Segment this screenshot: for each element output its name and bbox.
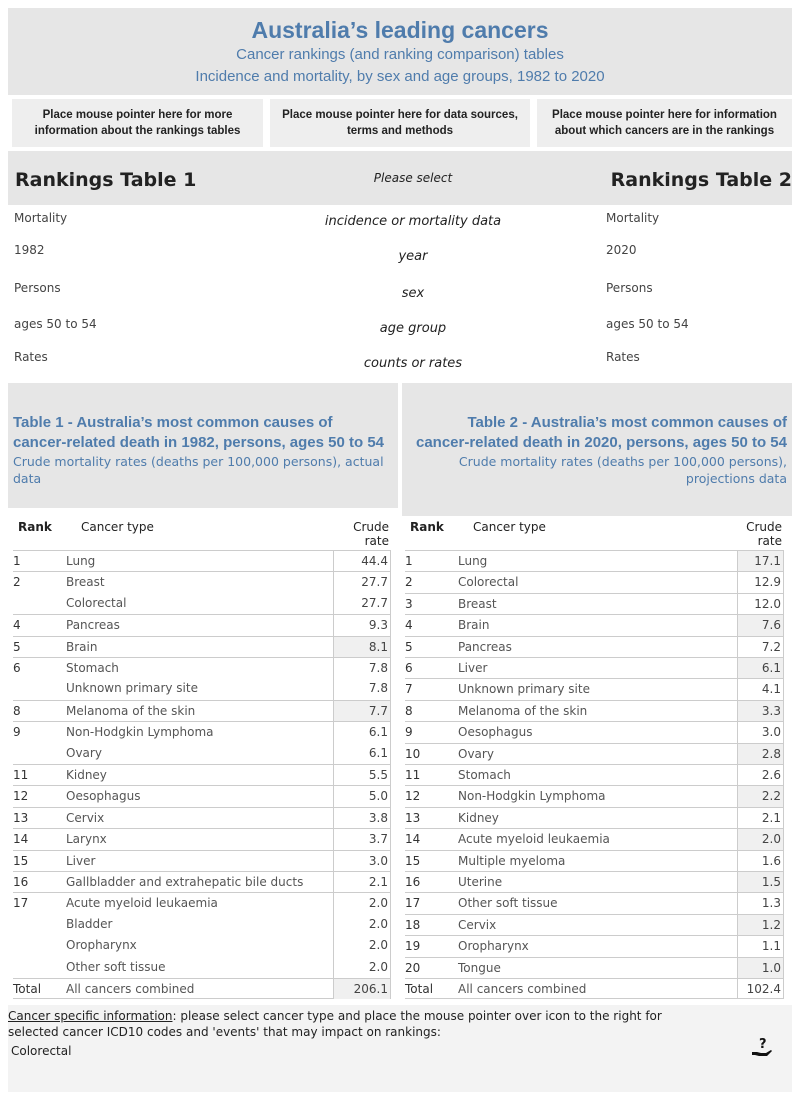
crude-rate: 2.6	[761, 768, 781, 782]
crude-rate: 17.1	[754, 554, 781, 568]
table-row[interactable]	[405, 978, 783, 999]
cancer-type: Breast	[458, 596, 497, 611]
table-row[interactable]	[405, 550, 783, 571]
crude-rate: 12.0	[754, 596, 781, 611]
crude-rate-cell	[333, 957, 390, 978]
selected-cancer[interactable]: Colorectal	[11, 1044, 72, 1058]
crude-rate-cell	[737, 851, 783, 871]
table-row[interactable]	[13, 764, 390, 785]
crude-rate-cell	[333, 637, 390, 657]
rank: 13	[13, 810, 29, 825]
table-row[interactable]	[13, 721, 390, 742]
cancer-type: Pancreas	[66, 618, 120, 633]
crude-rate: 1.1	[761, 939, 781, 954]
cancer-type: Oesophagus	[66, 789, 141, 804]
crude-rate: 2.1	[761, 810, 781, 825]
rank: 5	[405, 639, 413, 654]
crude-rate: 102.4	[746, 982, 781, 996]
table-row[interactable]	[13, 657, 390, 678]
rank: 10	[405, 746, 421, 761]
crude-rate: 7.8	[368, 681, 388, 696]
crude-rate: 3.3	[761, 703, 781, 718]
table-2-selection-value[interactable]: 2020	[606, 243, 637, 257]
crude-rate: 206.1	[353, 982, 388, 996]
cancer-type: Oropharynx	[458, 939, 529, 954]
cancer-type: Cervix	[458, 917, 497, 932]
table-2-selection-value[interactable]: Mortality	[606, 211, 660, 225]
table-1-selection-value[interactable]: Rates	[14, 350, 48, 364]
rankings-info-button[interactable]: Place mouse pointer here for more information about the rankings tables	[12, 99, 263, 147]
table-2-selection-value[interactable]: Rates	[606, 350, 640, 364]
rank: 4	[13, 618, 21, 633]
cancer-type: Brain	[458, 618, 490, 633]
rank: Total	[13, 982, 42, 996]
rank: 16	[13, 875, 29, 889]
table-row[interactable]	[405, 614, 783, 635]
crude-rate-cell	[737, 594, 783, 614]
table-1-heading: Table 1 - Australia’s most common causes of cancer-related death in 1982, persons, ages 50 to 54	[13, 414, 385, 451]
cancer-type: Non-Hodgkin Lymphoma	[458, 789, 606, 804]
table1-col-rank: Rank	[18, 520, 52, 534]
table2-col-crude-rate: Crude rate	[746, 520, 782, 548]
selector-label: year	[398, 249, 428, 264]
cancer-type: Kidney	[66, 768, 107, 782]
crude-rate: 7.2	[761, 639, 781, 654]
table-1-selection-value[interactable]: Mortality	[14, 211, 68, 225]
rank: 6	[13, 661, 21, 675]
rank: 8	[405, 703, 413, 718]
table-row[interactable]	[13, 828, 390, 849]
crude-rate-cell	[737, 658, 783, 678]
table-row[interactable]	[13, 571, 390, 592]
cancer-type: Stomach	[66, 661, 119, 675]
crude-rate: 6.1	[368, 745, 388, 760]
crude-rate: 2.8	[761, 746, 781, 761]
cancer-type: Pancreas	[458, 639, 512, 654]
crude-rate: 2.0	[368, 916, 388, 931]
crude-rate: 8.1	[368, 639, 388, 654]
table-2-selection-value[interactable]: Persons	[606, 281, 653, 295]
table-1-selection-value[interactable]: Persons	[14, 281, 61, 295]
cancer-type: Breast	[66, 575, 105, 590]
crude-rate-cell	[333, 615, 390, 635]
cancer-type: Unknown primary site	[458, 682, 590, 697]
table-row[interactable]	[13, 636, 390, 657]
selector-label: age group	[379, 321, 447, 336]
rank: 19	[405, 939, 421, 954]
crude-rate-cell	[737, 936, 783, 956]
rank: 2	[13, 575, 21, 590]
table-row[interactable]	[405, 764, 783, 785]
crude-rate: 9.3	[368, 618, 388, 633]
crude-rate-cell	[333, 701, 390, 721]
table-row[interactable]	[13, 700, 390, 721]
cancer-type: Gallbladder and extrahepatic bile ducts	[66, 875, 304, 889]
crude-rate-cell	[737, 786, 783, 806]
table-row[interactable]	[405, 636, 783, 657]
rank: 12	[13, 789, 29, 804]
cancer-type: Bladder	[66, 916, 113, 931]
table-1-header	[8, 383, 398, 508]
table-row[interactable]	[13, 743, 390, 764]
table-row[interactable]	[13, 850, 390, 871]
page-subtitle: Cancer rankings (and ranking comparison) tables	[236, 46, 564, 63]
crude-rate: 44.4	[361, 554, 388, 568]
crude-rate-cell	[737, 637, 783, 657]
crude-rate: 2.0	[368, 959, 388, 974]
crude-rate-cell	[737, 915, 783, 935]
selector-label: counts or rates	[363, 356, 463, 371]
table-row[interactable]	[13, 785, 390, 806]
table-row[interactable]	[405, 892, 783, 913]
rankings-table-1-title: Rankings Table 1	[15, 169, 197, 191]
cancers-info-button[interactable]: Place mouse pointer here for information about which cancers are in the rankings	[537, 99, 792, 147]
page-subtitle-2: Incidence and mortality, by sex and age groups, 1982 to 2020	[195, 68, 605, 85]
table-row[interactable]	[13, 978, 390, 999]
crude-rate: 27.7	[361, 595, 388, 610]
crude-rate: 3.7	[368, 832, 388, 847]
rank: 1	[13, 554, 21, 568]
table-2-selection-value[interactable]: ages 50 to 54	[606, 317, 689, 331]
cancer-type: Melanoma of the skin	[66, 703, 196, 718]
crude-rate: 5.5	[368, 768, 388, 782]
table-1-subheading: Crude mortality rates (deaths per 100,000 persons), actual data	[13, 454, 384, 486]
table2-col-rank: Rank	[410, 520, 444, 534]
crude-rate-cell	[333, 979, 390, 999]
rank: 2	[405, 575, 413, 590]
title-banner	[8, 8, 792, 95]
crude-rate: 2.0	[368, 896, 388, 911]
cancer-type: Tongue	[458, 960, 501, 975]
rank: Total	[405, 982, 434, 996]
selector-label: sex	[401, 286, 425, 301]
rank: 11	[405, 768, 421, 782]
table2-col-cancer-type: Cancer type	[473, 520, 546, 534]
rank: 17	[13, 896, 29, 911]
rank: 18	[405, 917, 421, 932]
cancer-info-link[interactable]: Cancer specific information	[8, 1009, 173, 1023]
cancer-type: Liver	[458, 661, 488, 675]
crude-rate-cell	[333, 765, 390, 785]
cancer-info-text: : please select cancer type and place the mouse pointer over icon to the right for selected cancer ICD10 codes and 'events' that may impact on rankings:	[8, 1009, 662, 1039]
cancer-type: Unknown primary site	[66, 681, 198, 696]
rank: 12	[405, 789, 421, 804]
cancer-type: Brain	[66, 639, 98, 654]
crude-rate-cell	[737, 701, 783, 721]
table1-body	[13, 550, 391, 999]
crude-rate-cell	[333, 786, 390, 806]
table-row[interactable]	[405, 850, 783, 871]
select-prompt: Please select	[373, 171, 453, 185]
table-2-header	[402, 383, 792, 516]
rank: 15	[405, 853, 421, 868]
cancer-type: Lung	[458, 554, 488, 568]
table-row[interactable]	[405, 700, 783, 721]
cancer-type: Lung	[66, 554, 96, 568]
crude-rate: 5.0	[368, 789, 388, 804]
table-row[interactable]	[405, 593, 783, 614]
table-row[interactable]	[13, 935, 390, 956]
cancer-type: Cervix	[66, 810, 105, 825]
rank: 1	[405, 554, 413, 568]
crude-rate: 3.8	[368, 810, 388, 825]
table-row[interactable]	[13, 892, 390, 913]
cancer-type: Multiple myeloma	[458, 853, 566, 868]
page-title: Australia’s leading cancers	[251, 17, 549, 43]
crude-rate-cell	[333, 893, 390, 913]
rank: 9	[13, 725, 21, 740]
crude-rate-cell	[737, 615, 783, 635]
table-row[interactable]	[13, 550, 390, 571]
crude-rate-cell	[333, 551, 390, 571]
crude-rate: 27.7	[361, 575, 388, 590]
crude-rate-cell	[737, 829, 783, 849]
crude-rate: 6.1	[761, 661, 781, 675]
crude-rate: 3.0	[368, 853, 388, 868]
crude-rate-cell	[737, 979, 783, 999]
crude-rate-cell	[737, 572, 783, 592]
cancer-type: Other soft tissue	[458, 896, 558, 911]
crude-rate-cell	[737, 872, 783, 892]
table-row[interactable]	[405, 571, 783, 592]
crude-rate-cell	[737, 958, 783, 978]
rank: 9	[405, 725, 413, 740]
cancer-type: Oesophagus	[458, 725, 533, 740]
crude-rate-cell	[737, 744, 783, 764]
crude-rate: 3.0	[761, 725, 781, 740]
crude-rate-cell	[737, 765, 783, 785]
crude-rate: 1.6	[761, 853, 781, 868]
crude-rate-cell	[333, 658, 390, 678]
rank: 14	[13, 832, 29, 847]
rank: 14	[405, 832, 421, 847]
table-row[interactable]	[405, 935, 783, 956]
table-row[interactable]	[405, 785, 783, 806]
rank: 4	[405, 618, 413, 633]
table-row[interactable]	[405, 828, 783, 849]
cancer-type: Colorectal	[458, 575, 519, 590]
cancer-type: Kidney	[458, 810, 499, 825]
crude-rate-cell	[333, 808, 390, 828]
cancer-type: Ovary	[458, 746, 494, 761]
cancer-type: Uterine	[458, 875, 503, 889]
table-row[interactable]	[13, 871, 390, 892]
crude-rate: 2.1	[368, 875, 388, 889]
rank: 7	[405, 682, 413, 697]
crude-rate: 12.9	[754, 575, 781, 590]
crude-rate-cell	[737, 893, 783, 913]
table-row[interactable]	[405, 871, 783, 892]
cancer-type: Liver	[66, 853, 96, 868]
crude-rate: 2.2	[761, 789, 781, 804]
cancer-type: Oropharynx	[66, 938, 137, 953]
rank: 17	[405, 896, 421, 911]
cancer-type: Other soft tissue	[66, 959, 166, 974]
table-2-heading: Table 2 - Australia’s most common causes of cancer-related death in 2020, persons, ages 50 to 54	[415, 414, 787, 451]
rank: 11	[13, 768, 29, 782]
table-row[interactable]	[405, 743, 783, 764]
crude-rate-cell	[333, 851, 390, 871]
crude-rate: 7.8	[368, 661, 388, 675]
table-row[interactable]	[405, 678, 783, 699]
crude-rate: 2.0	[368, 938, 388, 953]
crude-rate-cell	[333, 743, 390, 764]
table-row[interactable]	[13, 807, 390, 828]
rank: 8	[13, 703, 21, 718]
crude-rate-cell	[333, 914, 390, 935]
table-row[interactable]	[13, 678, 390, 699]
cancer-type: Acute myeloid leukaemia	[66, 896, 218, 911]
crude-rate: 1.3	[761, 896, 781, 911]
data-sources-button[interactable]: Place mouse pointer here for data sources, terms and methods	[270, 99, 530, 147]
selector-label: incidence or mortality data	[324, 214, 502, 229]
table-row[interactable]	[13, 593, 390, 614]
crude-rate-cell	[333, 829, 390, 849]
rank: 20	[405, 960, 421, 975]
crude-rate: 7.7	[368, 703, 388, 718]
crude-rate-cell	[333, 572, 390, 592]
rank: 15	[13, 853, 29, 868]
cancer-info-panel	[8, 1005, 792, 1092]
crude-rate: 1.0	[761, 960, 781, 975]
table-1-selection-value[interactable]: 1982	[14, 243, 45, 257]
table-row[interactable]	[405, 807, 783, 828]
crude-rate-cell	[737, 722, 783, 742]
crude-rate: 4.1	[761, 682, 781, 697]
table-1-selection-value[interactable]: ages 50 to 54	[14, 317, 97, 331]
cancer-type: Ovary	[66, 745, 102, 760]
cancer-type: Larynx	[66, 832, 107, 847]
rankings-table-2-title: Rankings Table 2	[610, 169, 792, 191]
table-row[interactable]	[13, 914, 390, 935]
rank: 3	[405, 596, 413, 611]
table-row[interactable]	[405, 657, 783, 678]
table-2-subheading: Crude mortality rates (deaths per 100,000 persons), projections data	[458, 454, 787, 486]
cancer-type: All cancers combined	[458, 982, 587, 996]
crude-rate-cell	[333, 593, 390, 614]
crude-rate: 6.1	[368, 725, 388, 740]
table-row[interactable]	[405, 914, 783, 935]
crude-rate-cell	[333, 935, 390, 956]
crude-rate: 1.5	[761, 875, 781, 889]
crude-rate-cell	[737, 679, 783, 699]
crude-rate-cell	[737, 551, 783, 571]
svg-text:?: ?	[759, 1037, 767, 1052]
table1-col-cancer-type: Cancer type	[81, 520, 154, 534]
cancer-type: Stomach	[458, 768, 511, 782]
table2-body	[405, 550, 784, 999]
table-row[interactable]	[13, 957, 390, 978]
table-row[interactable]	[13, 614, 390, 635]
table1-col-crude-rate: Crude rate	[353, 520, 389, 548]
crude-rate-cell	[333, 678, 390, 699]
rank: 16	[405, 875, 421, 889]
crude-rate: 7.6	[761, 618, 781, 633]
crude-rate-cell	[333, 722, 390, 742]
cancer-type: Colorectal	[66, 595, 127, 610]
rank: 5	[13, 639, 21, 654]
rank: 13	[405, 810, 421, 825]
help-hand-icon[interactable]	[750, 1037, 774, 1064]
rank: 6	[405, 661, 413, 675]
cancer-type: Acute myeloid leukaemia	[458, 832, 610, 847]
crude-rate: 2.0	[761, 832, 781, 847]
cancer-type: Non-Hodgkin Lymphoma	[66, 725, 214, 740]
table-row[interactable]	[405, 721, 783, 742]
crude-rate-cell	[737, 808, 783, 828]
table-row[interactable]	[405, 957, 783, 978]
cancer-type: All cancers combined	[66, 982, 195, 996]
cancer-type: Melanoma of the skin	[458, 703, 588, 718]
crude-rate: 1.2	[761, 917, 781, 932]
crude-rate-cell	[333, 872, 390, 892]
